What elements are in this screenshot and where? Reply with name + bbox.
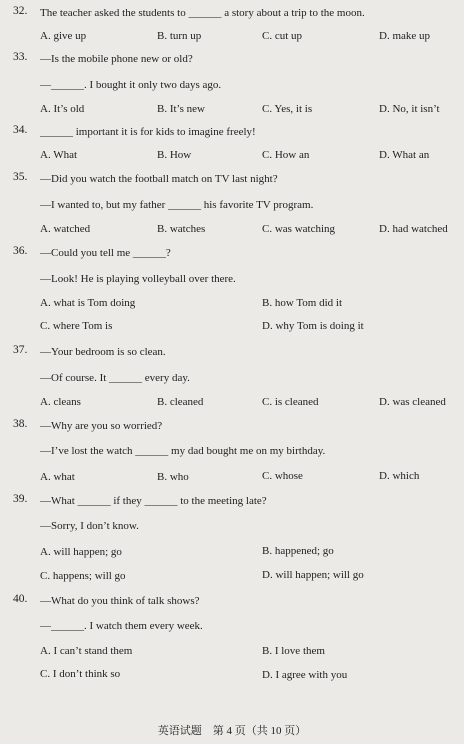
option-d: D. make up (379, 30, 431, 42)
option-b: B. I love them (262, 645, 325, 657)
option-a: A. It’s old (40, 103, 85, 115)
option-c: C. I don’t think so (40, 668, 121, 680)
question-text: —What ______ if they ______ to the meeting late? (40, 495, 267, 507)
question-text: —Did you watch the football match on TV last night? (40, 173, 278, 185)
option-c: C. happens; will go (40, 570, 126, 582)
question-text: —Look! He is playing volleyball over there. (40, 273, 236, 285)
question-number: 33. (13, 51, 28, 63)
question-number: 39. (13, 493, 28, 505)
question-text: —______. I watch them every week. (40, 620, 203, 632)
option-a: A. give up (40, 30, 87, 42)
question-number: 34. (13, 124, 28, 136)
option-b: B. how Tom did it (262, 297, 343, 309)
question-number: 32. (13, 5, 28, 17)
option-c: C. How an (262, 149, 310, 161)
option-c: C. cut up (262, 30, 303, 42)
option-c: C. whose (262, 470, 303, 482)
option-a: A. what (40, 471, 75, 483)
option-a: A. cleans (40, 396, 81, 408)
option-d: D. No, it isn’t (379, 103, 440, 115)
question-text: —Why are you so worried? (40, 420, 163, 432)
option-c: C. was watching (262, 223, 336, 235)
question-number: 36. (13, 245, 28, 257)
option-d: D. will happen; will go (262, 569, 364, 581)
option-d: D. I agree with you (262, 669, 348, 681)
page-footer: 英语试题 第 4 页（共 10 页） (157, 725, 307, 737)
question-text: The teacher asked the students to ______ a story about a trip to the moon. (40, 7, 365, 19)
question-number: 38. (13, 418, 28, 430)
option-b: B. cleaned (157, 396, 204, 408)
option-b: B. How (157, 149, 192, 161)
option-c: C. is cleaned (262, 396, 319, 408)
question-text: —Your bedroom is so clean. (40, 346, 166, 358)
option-b: B. It’s new (157, 103, 205, 115)
option-b: B. turn up (157, 30, 202, 42)
question-number: 37. (13, 344, 28, 356)
question-number: 40. (13, 593, 28, 605)
question-text: —I wanted to, but my father ______ his favorite TV program. (40, 199, 314, 211)
question-text: —What do you think of talk shows? (40, 595, 200, 607)
option-d: D. was cleaned (379, 396, 446, 408)
option-d: D. why Tom is doing it (262, 320, 364, 332)
question-text: —______. I bought it only two days ago. (40, 79, 222, 91)
option-a: A. watched (40, 223, 91, 235)
option-d: D. What an (379, 149, 430, 161)
option-c: C. where Tom is (40, 320, 113, 332)
option-a: A. what is Tom doing (40, 297, 136, 309)
option-b: B. watches (157, 223, 206, 235)
question-text: —Sorry, I don’t know. (40, 520, 139, 532)
option-a: A. What (40, 149, 78, 161)
option-b: B. happened; go (262, 545, 334, 557)
question-text: —Could you tell me ______? (40, 247, 171, 259)
option-b: B. who (157, 471, 189, 483)
option-a: A. I can’t stand them (40, 645, 133, 657)
option-d: D. had watched (379, 223, 448, 235)
option-a: A. will happen; go (40, 546, 122, 558)
question-text: ______ important it is for kids to imagine freely! (40, 126, 256, 138)
question-text: —Of course. It ______ every day. (40, 372, 190, 384)
question-text: —Is the mobile phone new or old? (40, 53, 193, 65)
question-text: —I’ve lost the watch ______ my dad bought me on my birthday. (40, 445, 326, 457)
question-number: 35. (13, 171, 28, 183)
option-d: D. which (379, 470, 420, 482)
option-c: C. Yes, it is (262, 103, 313, 115)
